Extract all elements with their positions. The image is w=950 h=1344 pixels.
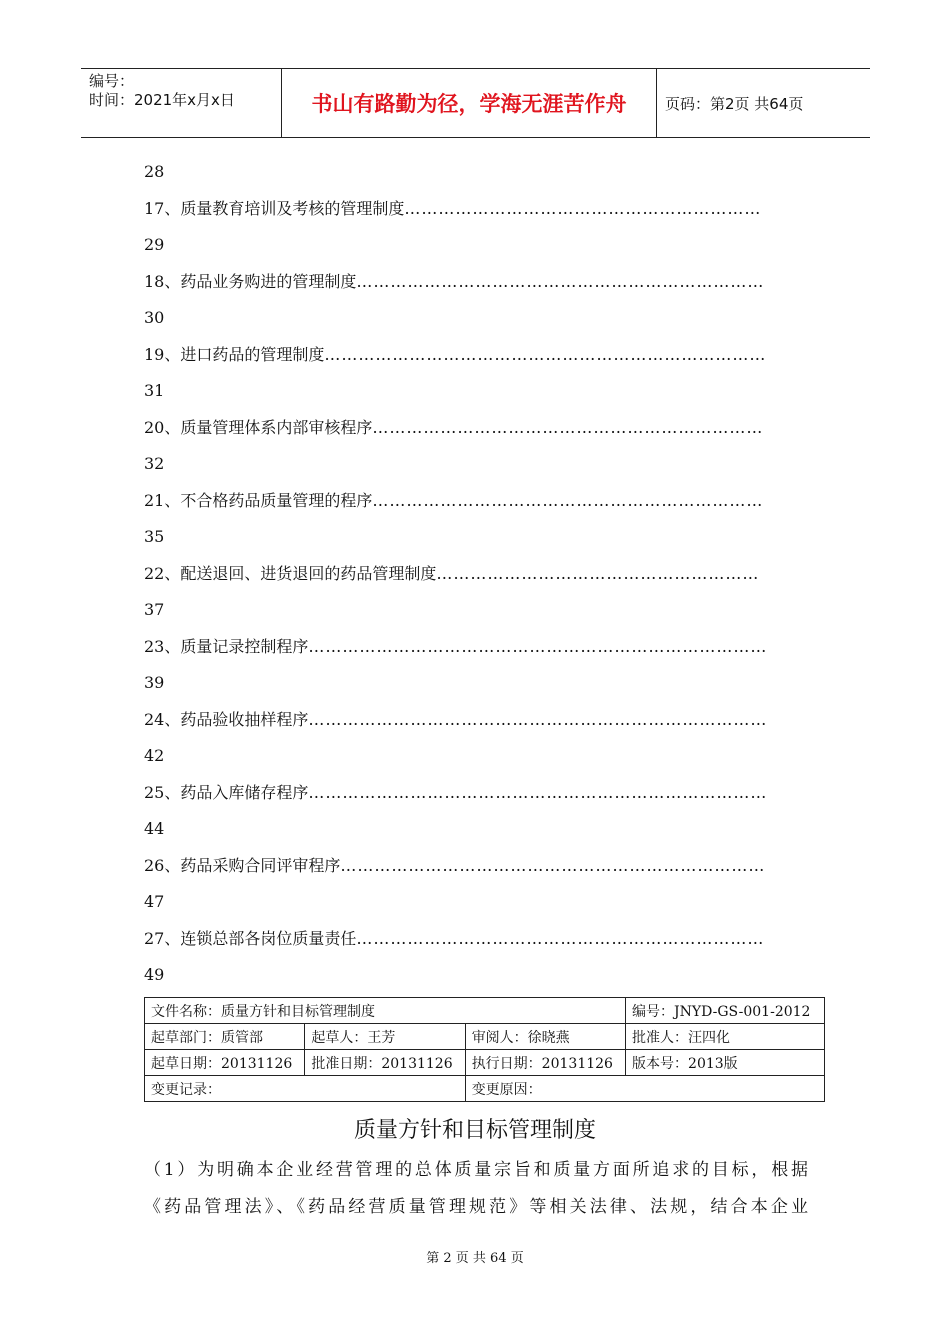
toc-entry xyxy=(144,562,806,598)
change-record-cell: 变更记录： xyxy=(145,1076,466,1102)
toc-page-number: 32 xyxy=(144,454,165,473)
toc-entry xyxy=(144,197,806,233)
toc-entry-title: 17、质量教育培训及考核的管理制度 xyxy=(144,199,405,218)
toc-entry xyxy=(144,489,806,525)
toc-leader-dots: ………………………………………………… xyxy=(436,564,760,583)
toc-entry-title: 24、药品验收抽样程序 xyxy=(144,710,309,729)
header-time-label: 时间：2021年x月x日 xyxy=(89,91,235,109)
toc-leader-dots: ………………………………………………………………… xyxy=(340,856,766,875)
header-motto: 书山有路勤为径，学海无涯苦作舟 xyxy=(281,69,657,137)
drafter-cell: 起草人：王芳 xyxy=(305,1024,465,1050)
document-title: 质量方针和目标管理制度 xyxy=(353,1118,596,1143)
toc-page-number: 47 xyxy=(144,892,165,911)
toc-page-number: 28 xyxy=(144,162,165,181)
toc-entry-title: 19、进口药品的管理制度 xyxy=(144,345,325,364)
toc-leader-dots: …………………………………………………………………… xyxy=(324,345,767,364)
toc-entry xyxy=(144,416,806,452)
version-cell: 版本号：2013版 xyxy=(626,1050,825,1076)
toc-page-number: 44 xyxy=(144,819,165,838)
change-reason-cell: 变更原因： xyxy=(465,1076,824,1102)
toc-page-number: 35 xyxy=(144,527,165,546)
table-row xyxy=(145,1050,825,1076)
toc-entry-title: 25、药品入库储存程序 xyxy=(144,783,309,802)
draft-date-cell: 起草日期：20131126 xyxy=(145,1050,305,1076)
toc-page-number: 39 xyxy=(144,673,165,692)
table-row xyxy=(145,1024,825,1050)
header-meta xyxy=(81,69,281,137)
page-header xyxy=(81,68,870,138)
approve-date-cell: 批准日期：20131126 xyxy=(305,1050,465,1076)
toc-entry xyxy=(144,854,806,890)
toc-entry xyxy=(144,781,806,817)
table-row xyxy=(145,1076,825,1102)
toc-entry xyxy=(144,270,806,306)
toc-page-number: 42 xyxy=(144,746,165,765)
toc-entry xyxy=(144,343,806,379)
toc-entry-title: 18、药品业务购进的管理制度 xyxy=(144,272,357,291)
toc-leader-dots: …………………………………………………………… xyxy=(372,418,764,437)
toc-leader-dots: ……………………………………………………………………… xyxy=(308,783,768,802)
toc-page-number: 37 xyxy=(144,600,165,619)
toc-leader-dots: ……………………………………………………… xyxy=(404,199,762,218)
reviewer-cell: 审阅人：徐晓燕 xyxy=(465,1024,625,1050)
table-of-contents xyxy=(144,160,806,1000)
paragraph-line: 《药品管理法》、《药品经营质量管理规范》等相关法律、法规，结合本企业 xyxy=(144,1197,808,1217)
header-number-label: 编号： xyxy=(89,72,135,90)
toc-page-number: 49 xyxy=(144,965,165,984)
toc-entry-title: 22、配送退回、进货退回的药品管理制度 xyxy=(144,564,437,583)
exec-date-cell: 执行日期：20131126 xyxy=(465,1050,625,1076)
toc-entry-title: 21、不合格药品质量管理的程序 xyxy=(144,491,373,510)
paragraph-line: （1）为明确本企业经营管理的总体质量宗旨和质量方面所追求的目标，根据 xyxy=(144,1160,808,1180)
approver-cell: 批准人：汪四化 xyxy=(626,1024,825,1050)
dept-cell: 起草部门：质管部 xyxy=(145,1024,305,1050)
file-name-cell: 文件名称：质量方针和目标管理制度 xyxy=(145,998,626,1024)
page-footer: 第 2 页 共 64 页 xyxy=(426,1251,524,1266)
doc-number-cell: 编号：JNYD-GS-001-2012 xyxy=(626,998,825,1024)
toc-leader-dots: ……………………………………………………………… xyxy=(356,272,765,291)
toc-page-number: 30 xyxy=(144,308,165,327)
body-paragraph xyxy=(144,1152,808,1226)
toc-entry xyxy=(144,927,806,963)
toc-leader-dots: ……………………………………………………………… xyxy=(356,929,765,948)
toc-entry-title: 20、质量管理体系内部审核程序 xyxy=(144,418,373,437)
header-page-info: 页码：第2页 共64页 xyxy=(665,94,804,113)
toc-page-number: 29 xyxy=(144,235,165,254)
toc-leader-dots: ……………………………………………………………………… xyxy=(308,710,768,729)
document-info-table xyxy=(144,997,825,1102)
toc-leader-dots: …………………………………………………………… xyxy=(372,491,764,510)
toc-entry-title: 23、质量记录控制程序 xyxy=(144,637,309,656)
table-row xyxy=(145,998,825,1024)
toc-entry xyxy=(144,635,806,671)
toc-entry-title: 26、药品采购合同评审程序 xyxy=(144,856,341,875)
toc-entry xyxy=(144,708,806,744)
toc-leader-dots: ……………………………………………………………………… xyxy=(308,637,768,656)
toc-entry-title: 27、连锁总部各岗位质量责任 xyxy=(144,929,357,948)
toc-page-number: 31 xyxy=(144,381,165,400)
